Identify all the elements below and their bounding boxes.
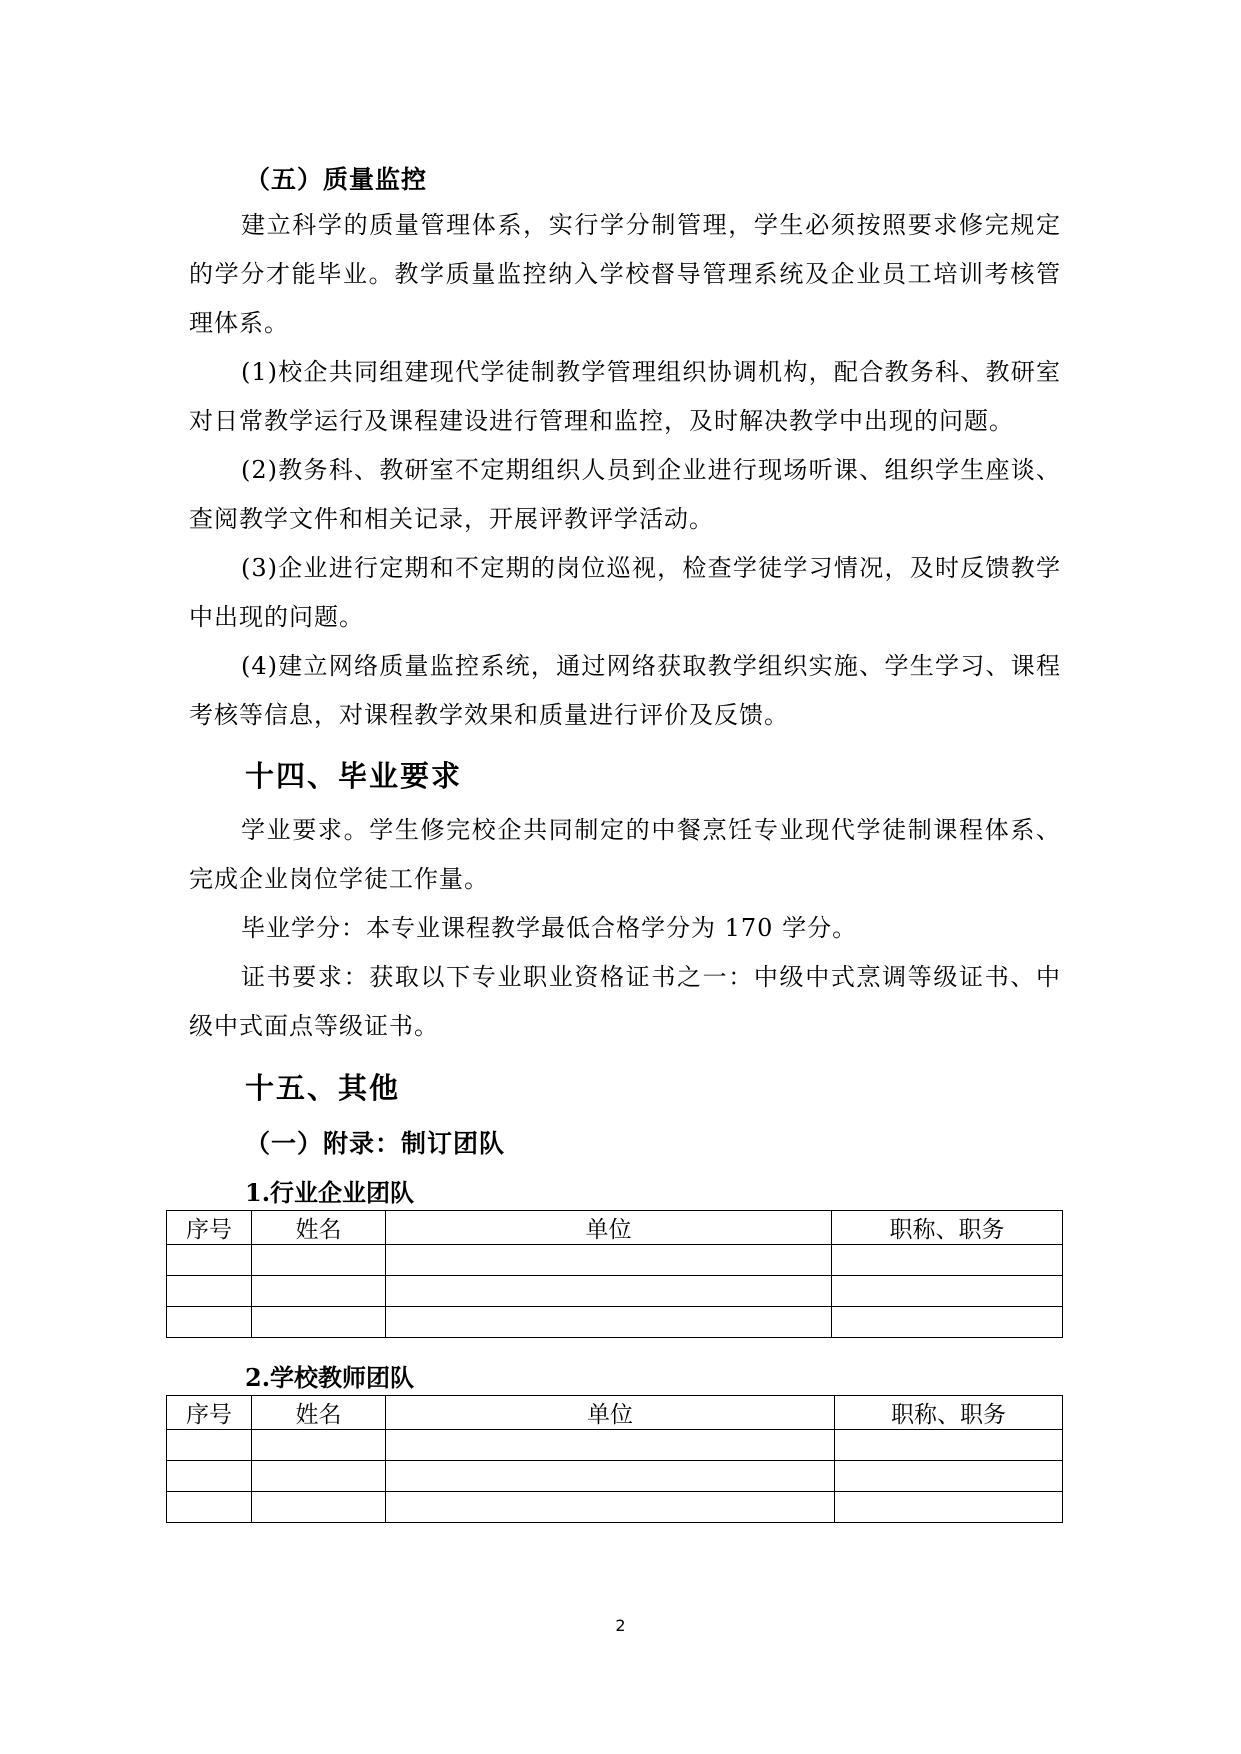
column-header-organization: 单位: [386, 1211, 832, 1245]
table-header-row: [167, 1396, 1063, 1430]
quality-item-3: (3)企业进行定期和不定期的岗位巡视，检查学徒学习情况，及时反馈教学中出现的问题。: [189, 554, 1061, 631]
table-row: [167, 1461, 1063, 1492]
page-number: 2: [615, 1616, 626, 1635]
appendix-subheading: （一）附录：制订团队: [245, 1129, 506, 1158]
table-title-school-team: 2.学校教师团队: [245, 1363, 415, 1392]
column-header-name: 姓名: [252, 1396, 386, 1430]
quality-item-2: (2)教务科、教研室不定期组织人员到企业进行现场听课、组织学生座谈、查阅教学文件和相关记录，开展评教评学活动。: [189, 456, 1061, 533]
table-row: [167, 1307, 1063, 1338]
table-cell: [835, 1430, 1063, 1461]
table-cell: [832, 1245, 1063, 1276]
table-cell: [835, 1492, 1063, 1523]
table-header-row: [167, 1211, 1063, 1245]
table-cell: [252, 1245, 386, 1276]
table-cell: [386, 1245, 832, 1276]
table-cell: [167, 1307, 252, 1338]
table-cell: [167, 1276, 252, 1307]
table-row: [167, 1430, 1063, 1461]
table-cell: [252, 1307, 386, 1338]
graduation-paragraph-1: 学业要求。学生修完校企共同制定的中餐烹饪专业现代学徒制课程体系、完成企业岗位学徒工作量。: [189, 816, 1061, 893]
table-cell: [252, 1461, 386, 1492]
table-cell: [252, 1430, 386, 1461]
column-header-title: 职称、职务: [835, 1396, 1063, 1430]
table-cell: [386, 1307, 832, 1338]
table-cell: [386, 1276, 832, 1307]
section-heading-other: 十五、其他: [245, 1071, 401, 1105]
table-cell: [167, 1492, 252, 1523]
column-header-index: 序号: [167, 1396, 252, 1430]
table-cell: [832, 1307, 1063, 1338]
quality-intro-paragraph: 建立科学的质量管理体系，实行学分制管理，学生必须按照要求修完规定的学分才能毕业。教学质量监控纳入学校督导管理系统及企业员工培训考核管理体系。: [189, 211, 1061, 337]
table-cell: [386, 1492, 835, 1523]
column-header-title: 职称、职务: [832, 1211, 1063, 1245]
graduation-paragraph-2: 毕业学分：本专业课程教学最低合格学分为 170 学分。: [241, 914, 858, 942]
table-cell: [835, 1461, 1063, 1492]
table-cell: [252, 1276, 386, 1307]
school-team-table: [166, 1395, 1063, 1523]
table-cell: [167, 1430, 252, 1461]
table-cell: [386, 1461, 835, 1492]
table-row: [167, 1245, 1063, 1276]
quality-item-1: (1)校企共同组建现代学徒制教学管理组织协调机构，配合教务科、教研室对日常教学运行及课程建设进行管理和监控，及时解决教学中出现的问题。: [189, 358, 1061, 435]
table-cell: [167, 1245, 252, 1276]
table-row: [167, 1276, 1063, 1307]
table-row: [167, 1492, 1063, 1523]
column-header-name: 姓名: [252, 1211, 386, 1245]
graduation-paragraph-3: 证书要求：获取以下专业职业资格证书之一：中级中式烹调等级证书、中级中式面点等级证书。: [189, 963, 1061, 1040]
section-heading-graduation: 十四、毕业要求: [245, 759, 463, 793]
table-cell: [167, 1461, 252, 1492]
column-header-organization: 单位: [386, 1396, 835, 1430]
table-title-industry-team: 1.行业企业团队: [245, 1178, 415, 1207]
industry-team-table: [166, 1210, 1063, 1338]
table-cell: [832, 1276, 1063, 1307]
quality-item-4: (4)建立网络质量监控系统，通过网络获取教学组织实施、学生学习、课程考核等信息，对课程教学效果和质量进行评价及反馈。: [189, 652, 1061, 729]
section-heading-quality: （五）质量监控: [245, 165, 428, 194]
column-header-index: 序号: [167, 1211, 252, 1245]
table-cell: [386, 1430, 835, 1461]
table-cell: [252, 1492, 386, 1523]
